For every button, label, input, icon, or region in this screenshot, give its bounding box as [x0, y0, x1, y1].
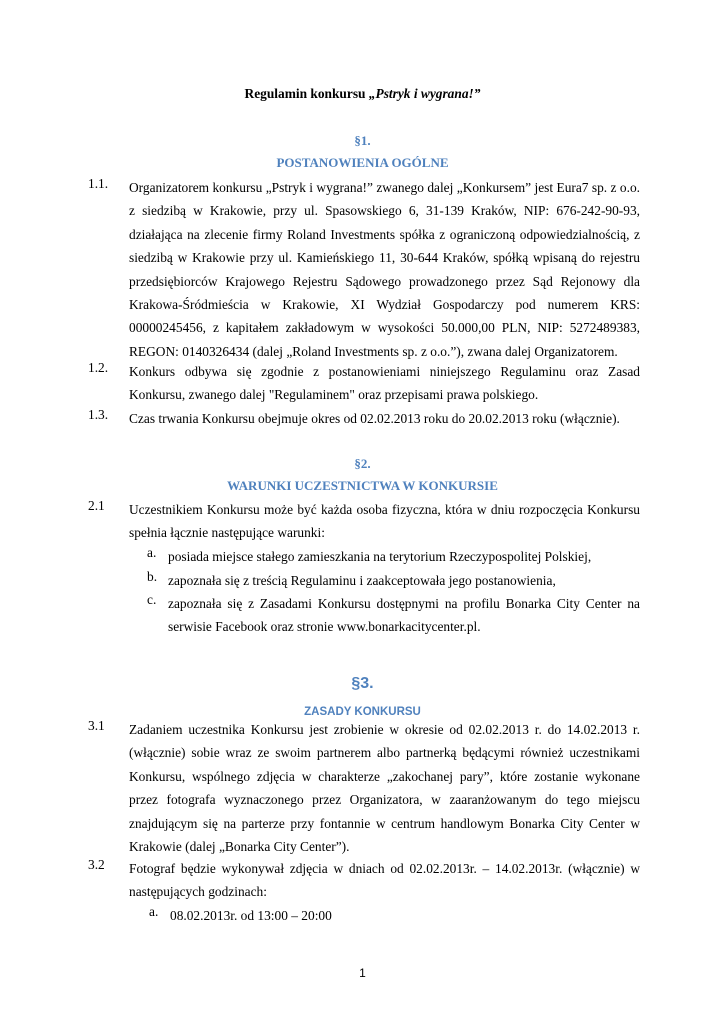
- paragraph-1-2: [88, 360, 640, 407]
- paragraph-text: Czas trwania Konkursu obejmuje okres od 02.02.2013 roku do 20.02.2013 roku (włącznie).: [129, 411, 620, 426]
- paragraph-text: Uczestnikiem Konkursu może być każda osoba fizyczna, która w dniu rozpoczęcia Konkursu spełnia łącznie następujące warunki:: [129, 502, 640, 541]
- paragraph-number: 1.2.: [88, 360, 109, 375]
- paragraph-3-2: [88, 857, 640, 904]
- section-1-sign: §1.: [354, 133, 371, 148]
- paragraph-number: 1.3.: [88, 407, 109, 422]
- list-item-2-a: [147, 545, 640, 568]
- list-item-2-b: [147, 569, 640, 592]
- title-prefix: Regulamin konkursu: [244, 86, 369, 101]
- paragraph-text: Konkurs odbywa się zgodnie z postanowieniami niniejszego Regulaminu oraz Zasad Konkursu, zwanego dalej "Regulaminem" oraz przepisami prawa polskiego.: [129, 364, 640, 403]
- section-3-sign: §3.: [351, 675, 374, 692]
- list-letter: b.: [147, 569, 158, 584]
- list-text: 08.02.2013r. od 13:00 – 20:00: [170, 908, 332, 923]
- paragraph-text: Organizatorem konkursu „Pstryk i wygrana!” zwanego dalej „Konkursem” jest Eura7 sp. z o.o. z siedzibą w Krakowie, przy ul. Spasowskiego 6, 31-139 Kraków, NIP: 676-242-90-93, działająca na zlecenie firmy Roland Investments spółka z ograniczoną odpowiedzialnością, z siedzibą w Krakowie przy ul. Kamieńskiego 11, 30-644 Kraków, spółką wpisaną do rejestru przedsiębiorców Krajowego Rejestru Sądowego prowadzonego przez Sąd Rejonowy dla Krakowa-Śródmieścia w Krakowie, XI Wydział Gospodarczy pod numerem KRS: 00000245456, z kapitałem zakładowym w wysokości 50.000,00 PLN, NIP: 5272489383, REGON: 0140326434 (dalej „Roland Investments sp. z o.o.”), zwana dalej Organizatorem.: [129, 180, 640, 359]
- paragraph-1-1: [88, 176, 640, 363]
- list-text: posiada miejsce stałego zamieszkania na terytorium Rzeczypospolitej Polskiej,: [168, 549, 592, 564]
- section-2-heading: WARUNKI UCZESTNICTWA W KONKURSIE: [227, 478, 498, 493]
- paragraph-text: Fotograf będzie wykonywał zdjęcia w dniach od 02.02.2013r. – 14.02.2013r. (włącznie) w następujących godzinach:: [129, 861, 640, 900]
- section-3-heading: ZASADY KONKURSU: [304, 706, 421, 718]
- list-item-2-c: [147, 592, 640, 639]
- list-item-3-a: [149, 904, 642, 927]
- paragraph-2-1: [88, 498, 640, 545]
- list-letter: a.: [147, 545, 157, 560]
- title-italic: „Pstryk i wygrana!”: [368, 86, 481, 101]
- paragraph-number: 1.1.: [88, 176, 109, 191]
- paragraph-text: Zadaniem uczestnika Konkursu jest zrobienie w okresie od 02.02.2013 r. do 14.02.2013 r. (włącznie) sobie wraz ze swoim partnerem albo partnerką będącymi również uczestnikami Konkursu, wspólnego zdjęcia w charakterze „zakochanej pary”, które zostanie wykonane przez fotografa wyznaczonego przez Organizatora, w zaaranżowanym do tego miejscu znajdującym się na parterze przy fontannie w centrum handlowym Bonarka City Center w Krakowie (dalej „Bonarka City Center”).: [129, 722, 640, 855]
- paragraph-3-1: [88, 718, 640, 858]
- section-2-sign: §2.: [354, 456, 371, 471]
- list-letter: a.: [149, 904, 159, 919]
- list-letter: c.: [147, 592, 157, 607]
- section-1-heading: POSTANOWIENIA OGÓLNE: [276, 155, 449, 170]
- document-title: [0, 86, 725, 102]
- paragraph-number: 2.1: [88, 498, 105, 513]
- paragraph-number: 3.1: [88, 718, 105, 733]
- page-number: 1: [359, 966, 366, 980]
- list-text: zapoznała się z treścią Regulaminu i zaakceptowała jego postanowienia,: [168, 573, 556, 588]
- paragraph-1-3: [88, 407, 640, 430]
- paragraph-number: 3.2: [88, 857, 105, 872]
- list-text: zapoznała się z Zasadami Konkursu dostępnymi na profilu Bonarka City Center na serwisie Facebook oraz stronie www.bonarkacitycenter.pl.: [168, 596, 640, 635]
